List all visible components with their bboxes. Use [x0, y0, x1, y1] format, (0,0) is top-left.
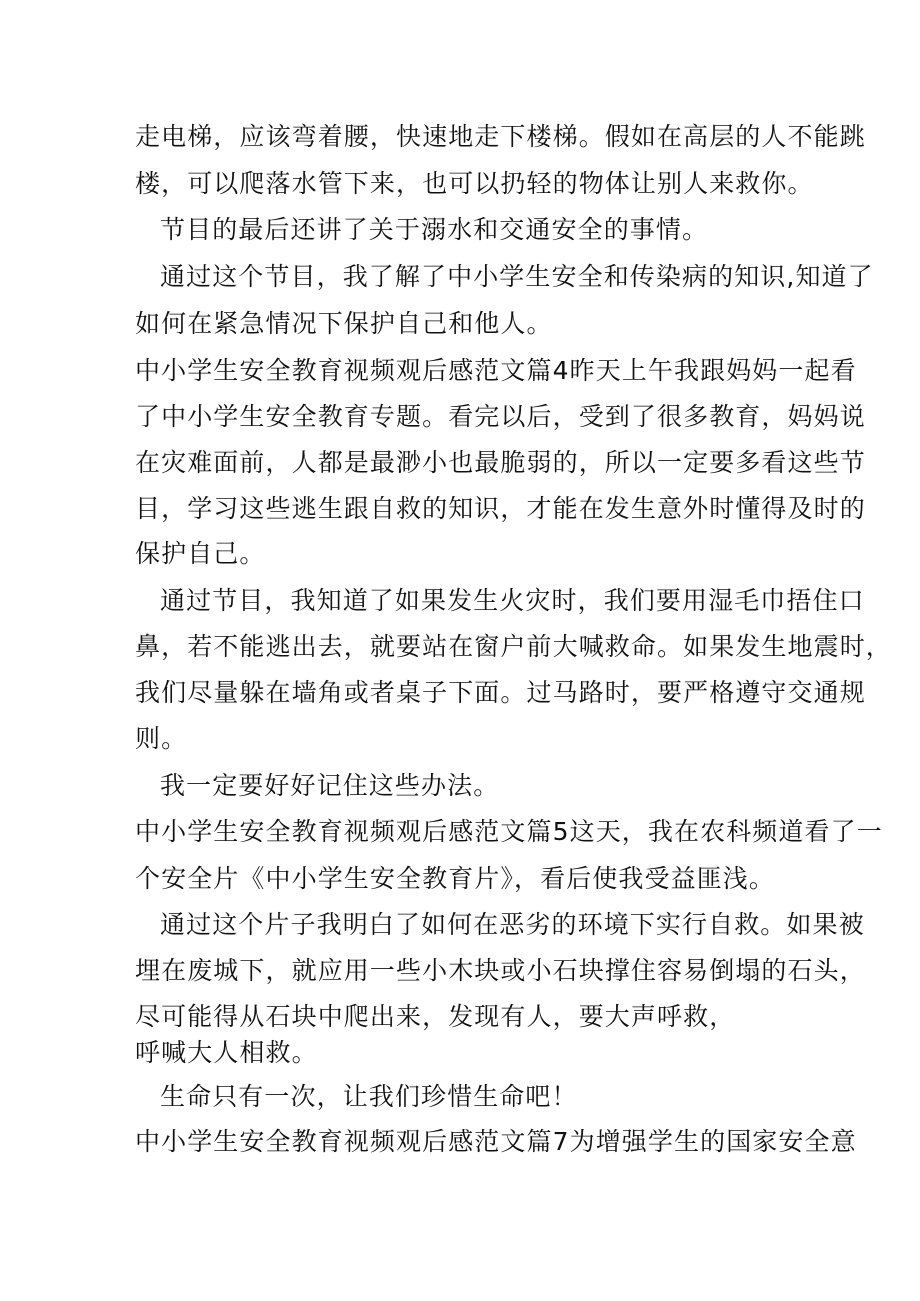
text-line: 通过这个片子我明白了如何在恶劣的环境下实行自救。如果被 — [160, 910, 865, 939]
text-line: 中小学生安全教育视频观后感范文篇5这天，我在农科频道看了一 — [135, 817, 883, 846]
text-line: 走电梯，应该弯着腰，快速地走下楼梯。假如在高层的人不能跳 — [135, 122, 866, 151]
text-line: 中小学生安全教育视频观后感范文篇7为增强学生的国家安全意 — [135, 1127, 857, 1156]
text-line: 了中小学生安全教育专题。看完以后，受到了很多教育，妈妈说 — [135, 402, 866, 431]
text-line: 则。 — [135, 724, 188, 753]
text-line: 通过这个节目，我了解了中小学生安全和传染病的知识,知道了 — [160, 262, 874, 291]
text-line: 鼻，若不能逃出去，就要站在窗户前大喊救命。如果发生地震时， — [135, 632, 892, 661]
text-line: 我一定要好好记住这些办法。 — [160, 771, 500, 800]
text-line: 呼喊大人相救。 — [135, 1038, 318, 1067]
text-line: 埋在废城下，就应用一些小木块或小石块撑住容易倒塌的石头， — [135, 956, 866, 985]
text-line: 生命只有一次，让我们珍惜生命吧！ — [160, 1082, 578, 1111]
text-line: 个安全片《中小学生安全教育片》，看后使我受益匪浅。 — [135, 864, 776, 893]
text-line: 楼，可以爬落水管下来，也可以扔轻的物体让别人来救你。 — [135, 169, 814, 198]
text-line: 目，学习这些逃生跟自救的知识，才能在发生意外时懂得及时的 — [135, 494, 866, 523]
text-line: 在灾难面前，人都是最渺小也最脆弱的，所以一定要多看这些节 — [135, 448, 866, 477]
text-line: 如何在紧急情况下保护自己和他人。 — [135, 309, 553, 338]
text-line: 保护自己。 — [135, 539, 266, 568]
text-line: 节目的最后还讲了关于溺水和交通安全的事情。 — [160, 215, 709, 244]
text-line: 通过节目，我知道了如果发生火灾时，我们要用湿毛巾捂住口 — [160, 586, 865, 615]
text-line: 中小学生安全教育视频观后感范文篇4昨天上午我跟妈妈一起看 — [135, 356, 857, 385]
text-line: 尽可能得从石块中爬出来，发现有人，要大声呼救， — [135, 1002, 736, 1031]
text-line: 我们尽量躲在墙角或者桌子下面。过马路时，要严格遵守交通规 — [135, 678, 866, 707]
